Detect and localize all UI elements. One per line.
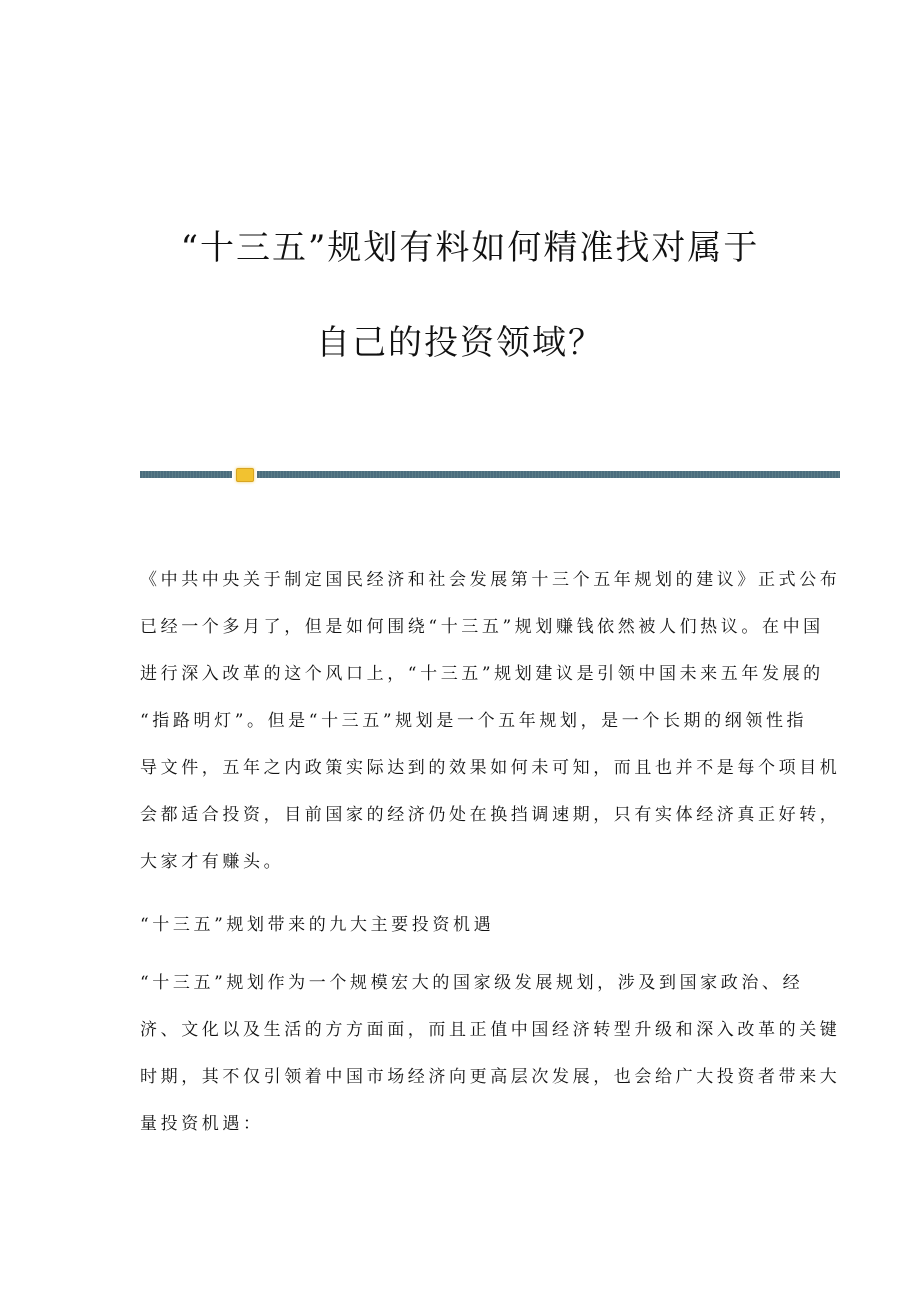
text-line: 大家才有赚头。 xyxy=(140,852,285,872)
text-line: 已经一个多月了，但是如何围绕“十三五”规划赚钱依然被人们热议。在中国 xyxy=(140,617,824,637)
gold-bar-icon xyxy=(236,468,254,482)
text-line: “指路明灯”。但是“十三五”规划是一个五年规划，是一个长期的纲领性指 xyxy=(140,711,808,731)
divider-bar-right xyxy=(257,471,840,478)
text-line: 时期，其不仅引领着中国市场经济向更高层次发展，也会给广大投资者带来大 xyxy=(140,1067,841,1087)
text-line: 济、文化以及生活的方方面面，而且正值中国经济转型升级和深入改革的关键 xyxy=(140,1020,841,1040)
document-title-line-1: “十三五”规划有料如何精准找对属于 xyxy=(180,228,760,268)
section-heading: “十三五”规划带来的九大主要投资机遇 xyxy=(140,915,495,935)
text-line: 量投资机遇： xyxy=(140,1114,264,1134)
document-title-line-2: 自己的投资领域？ xyxy=(316,323,604,363)
divider-bar-left xyxy=(140,471,232,478)
text-line: 《中共中央关于制定国民经济和社会发展第十三个五年规划的建议》正式公布 xyxy=(140,570,841,590)
text-line: 会都适合投资，目前国家的经济仍处在换挡调速期，只有实体经济真正好转， xyxy=(140,805,841,825)
text-line: 进行深入改革的这个风口上，“十三五”规划建议是引领中国未来五年发展的 xyxy=(140,664,824,684)
text-line: “十三五”规划作为一个规模宏大的国家级发展规划，涉及到国家政治、经 xyxy=(140,973,804,993)
text-line: 导文件，五年之内政策实际达到的效果如何未可知，而且也并不是每个项目机 xyxy=(140,758,841,778)
